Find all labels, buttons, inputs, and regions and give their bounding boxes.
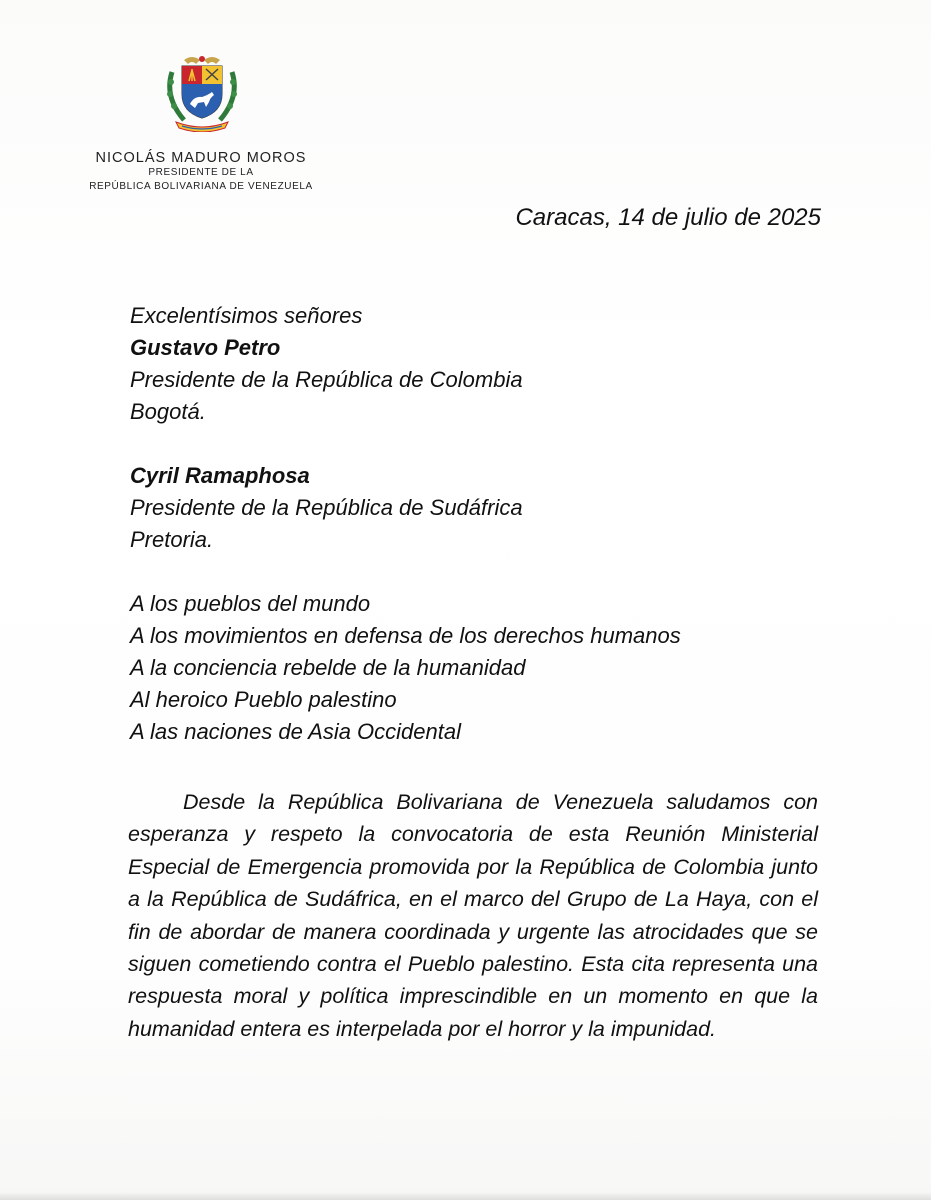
audience-line: A las naciones de Asia Occidental xyxy=(130,719,461,744)
recipient-city: Pretoria. xyxy=(130,527,214,552)
spacer xyxy=(130,556,681,588)
recipient-role: Presidente de la República de Colombia xyxy=(130,367,523,392)
letterhead-title-line-2: REPÚBLICA BOLIVARIANA DE VENEZUELA xyxy=(89,181,313,192)
body-paragraph: Desde la República Bolivariana de Venezuela saludamos con esperanza y respeto la convocatoria de esta Reunión Ministerial Especial de Emergencia promovida por la República de Colombia junto a la República de Sudáfrica, en el marco del Grupo de La Haya, con el fin de abordar de manera coordinada y urgente las atrocidades que se siguen cometiendo contra el Pueblo palestino. Esta cita representa una respuesta moral y política imprescindible en un momento en que la humanidad entera es interpelada por el horror y la impunidad. xyxy=(128,790,818,1041)
audience-line: A la conciencia rebelde de la humanidad xyxy=(130,655,526,680)
recipient-name: Gustavo Petro xyxy=(130,335,281,360)
letterhead xyxy=(60,150,342,194)
spacer xyxy=(130,428,681,460)
letterhead-name: NICOLÁS MADURO MOROS xyxy=(95,150,307,166)
venezuela-coat-of-arms-icon xyxy=(162,52,242,132)
audience-line: Al heroico Pueblo palestino xyxy=(130,687,397,712)
greeting: Excelentísimos señores xyxy=(130,303,363,328)
letterhead-title-line-1: PRESIDENTE DE LA xyxy=(148,167,254,178)
letter-date: Caracas, 14 de julio de 2025 xyxy=(515,204,821,231)
audience-line: A los pueblos del mundo xyxy=(130,591,371,616)
recipient-role: Presidente de la República de Sudáfrica xyxy=(130,495,523,520)
recipient-city: Bogotá. xyxy=(130,399,206,424)
audience-line: A los movimientos en defensa de los derechos humanos xyxy=(130,623,681,648)
recipient-name: Cyril Ramaphosa xyxy=(130,463,310,488)
addressee-block xyxy=(130,300,681,748)
